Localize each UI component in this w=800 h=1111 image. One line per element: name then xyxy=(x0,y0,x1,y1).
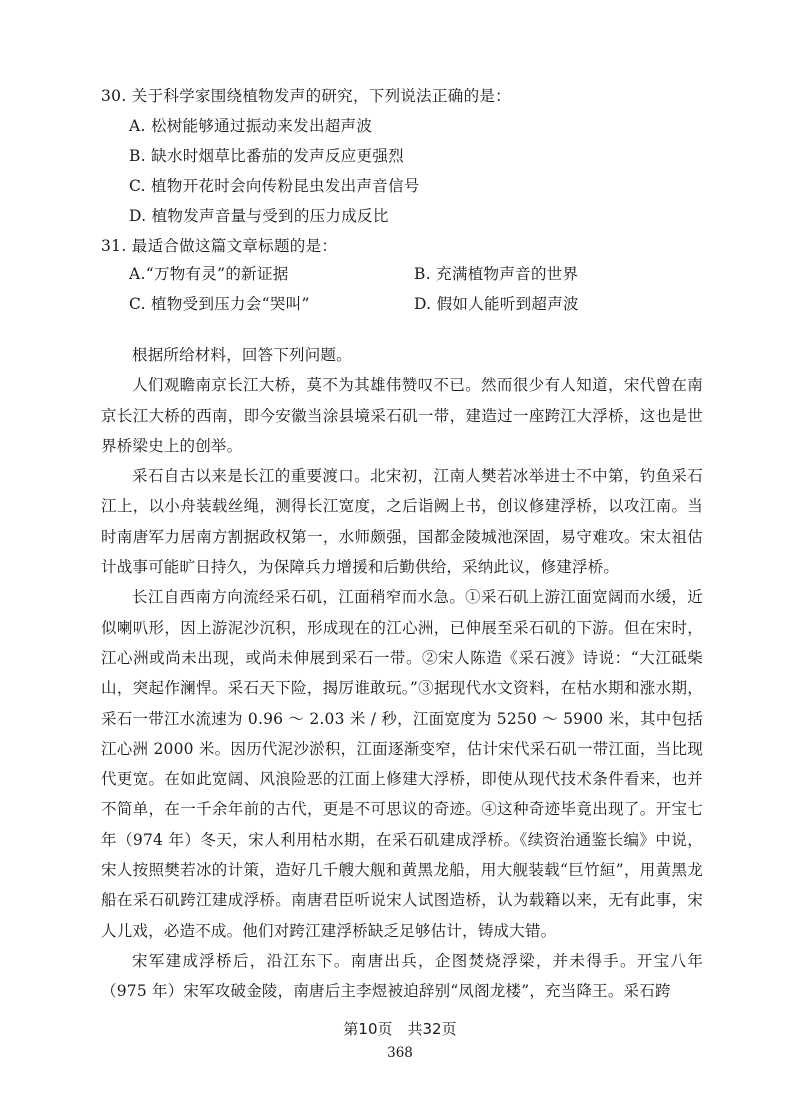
passage-instruction: 根据所给材料，回答下列问题。 xyxy=(132,346,352,364)
question-30-option-a: A. 松树能够通过振动来发出超声波 xyxy=(129,117,373,135)
reading-passage xyxy=(101,340,703,1007)
question-30-option-b: B. 缺水时烟草比番茄的发声反应更强烈 xyxy=(129,147,404,165)
question-31-option-a: A.“万物有灵”的新证据 xyxy=(129,265,289,283)
passage-paragraph: 长江自西南方向流经采石矶，江面稍窄而水急。①采石矶上游江面宽阔而水缓，近似喇叭形，因上游泥沙沉积，形成现在的江心洲，已伸展至采石矶的下游。但在宋时，江心洲或尚未出现，或尚未伸展到采石一带。②宋人陈造《采石渡》诗说：“大江砥柴山，突起作澜悍。采石天下险，揭厉谁敢玩。”③据现代水文资料，在枯水期和涨水期，采石一带江水流速为 0.96 ～ 2.03 米 / 秒，江面宽度为 5250 ～ 5900 米，其中包括江心洲 2000 米。因历代泥沙淤积，江面逐渐变窄，估计宋代采石矶一带江面，当比现代更宽。在如此宽阔、风浪险恶的江面上修建大浮桥，即使从现代技术条件看来，也并不简单，在一千余年前的古代，更是不可思议的奇迹。④这种奇迹毕竟出现了。开宝七年（974 年）冬天，宋人利用枯水期，在采石矶建成浮桥。《续资治通鉴长编》中说，宋人按照樊若冰的计策，造好几千艘大舰和黄黑龙船，用大舰装载“巨竹絙”，用黄黑龙船在采石矶跨江建成浮桥。南唐君臣听说宋人试图造桥，认为载籍以来，无有此事，宋人儿戏，必造不成。他们对跨江建浮桥缺乏足够估计，铸成大错。 xyxy=(101,588,703,940)
question-30-option-d: D. 植物发声音量与受到的压力成反比 xyxy=(129,207,389,225)
passage-paragraph: 宋军建成浮桥后，沿江东下。南唐出兵，企图焚烧浮梁，并未得手。开宝八年（975 年）宋军攻破金陵，南唐后主李煜被迫辞别“凤阁龙楼”，充当降王。采石跨 xyxy=(101,951,703,1001)
question-30-option-c: C. 植物开花时会向传粉昆虫发出声音信号 xyxy=(129,177,420,195)
book-page-number: 368 xyxy=(387,1045,413,1061)
question-31-option-b: B. 充满植物声音的世界 xyxy=(414,265,579,283)
passage-paragraph: 采石自古以来是长江的重要渡口。北宋初，江南人樊若冰举进士不中第，钓鱼采石江上，以小舟装载丝绳，测得长江宽度，之后诣阙上书，创议修建浮桥，以攻江南。当时南唐军力居南方割据政权第一，水师颇强，国都金陵城池深固，易守难攻。宋太祖估计战事可能旷日持久，为保障兵力增援和后勤供给，采纳此议，修建浮桥。 xyxy=(101,467,703,577)
passage-paragraph: 人们观瞻南京长江大桥，莫不为其雄伟赞叹不已。然而很少有人知道，宋代曾在南京长江大桥的西南，即今安徽当涂县境采石矶一带，建造过一座跨江大浮桥，这也是世界桥梁史上的创举。 xyxy=(101,376,703,455)
page-indicator: 第10页 共32页 xyxy=(343,1020,457,1038)
question-31-option-c: C. 植物受到压力会“哭叫” xyxy=(129,295,310,313)
question-31-option-d: D. 假如人能听到超声波 xyxy=(414,295,579,313)
question-30-stem: 30. 关于科学家围绕植物发声的研究，下列说法正确的是： xyxy=(101,87,511,105)
question-31-stem: 31. 最适合做这篇文章标题的是： xyxy=(101,237,338,255)
